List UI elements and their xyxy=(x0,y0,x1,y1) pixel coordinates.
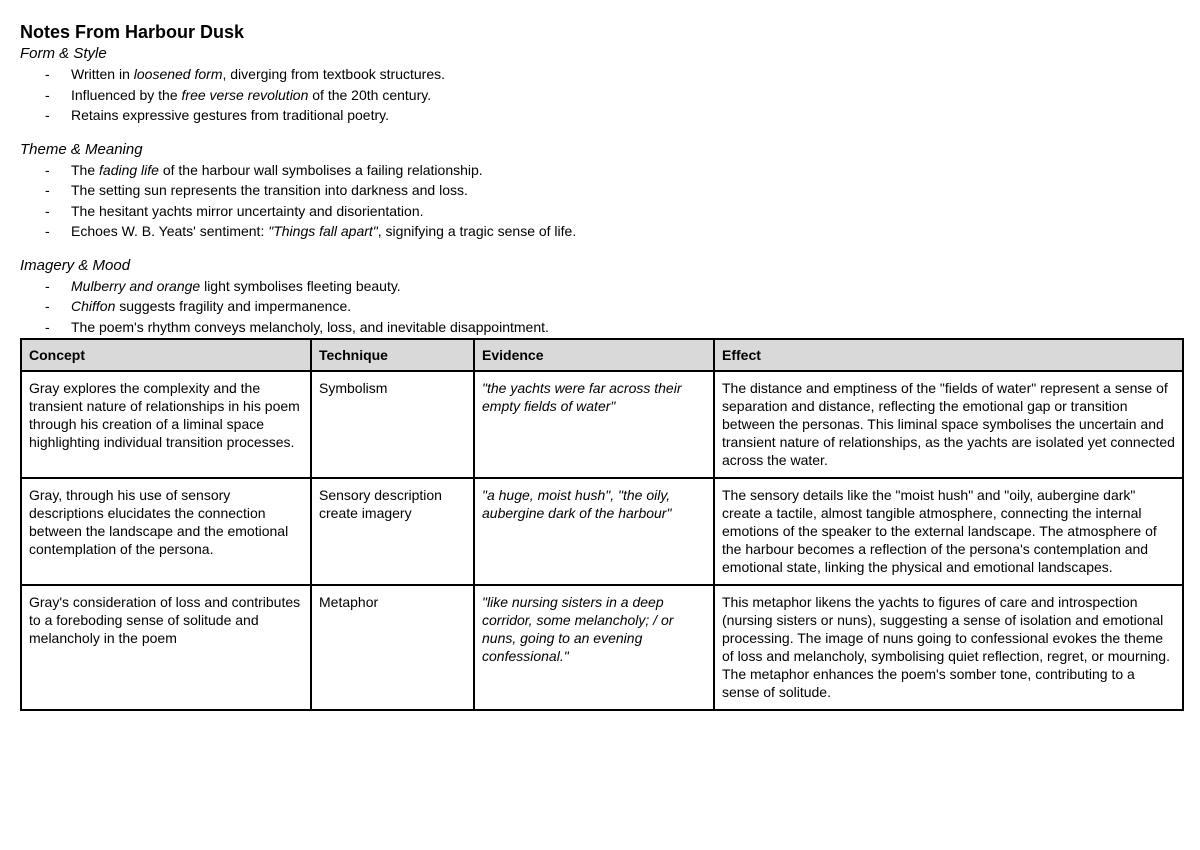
document-title: Notes From Harbour Dusk xyxy=(20,22,245,42)
table-header-row xyxy=(21,339,1183,371)
item-text: light symbolises fleeting beauty. xyxy=(200,277,401,294)
list-item xyxy=(20,317,1182,338)
table-row xyxy=(21,585,1183,710)
section-imagery-mood xyxy=(20,256,1182,338)
item-text: of the 20th century. xyxy=(308,86,432,103)
cell-evidence: "a huge, moist hush", "the oily, aubergine dark of the harbour" xyxy=(474,478,714,585)
section-form-style xyxy=(20,44,1182,126)
list-item xyxy=(20,276,1182,297)
analysis-table xyxy=(20,338,1184,711)
item-text: of the harbour wall symbolises a failing relationship. xyxy=(158,161,483,178)
item-text: The xyxy=(71,161,100,178)
bullet-list xyxy=(20,64,1182,126)
dash-bullet: - xyxy=(45,223,50,239)
cell-concept: Gray explores the complexity and the transient nature of relationships in his poem through his creation of a liminal space highlighting individual transition processes. xyxy=(21,371,311,478)
dash-bullet: - xyxy=(45,182,50,198)
cell-effect: The sensory details like the "moist hush" and "oily, aubergine dark" create a tactile, almost tangible atmosphere, connecting the internal emotions of the speaker to the external landscape. The atmosphere of the harbour becomes a reflection of the persona's contemplation and emotional state, linking the physical and emotional landscapes. xyxy=(714,478,1183,585)
cell-technique: Symbolism xyxy=(311,371,474,478)
list-item xyxy=(20,221,1182,242)
dash-bullet: - xyxy=(45,202,50,219)
section-heading: Theme & Meaning xyxy=(20,140,143,158)
dash-bullet: - xyxy=(45,161,50,178)
item-text: The poem's rhythm conveys melancholy, loss, and inevitable disappointment. xyxy=(71,318,549,335)
item-emphasis: fading life xyxy=(99,161,159,178)
item-text: suggests fragility and impermanence. xyxy=(115,298,352,314)
section-heading: Imagery & Mood xyxy=(20,256,131,274)
cell-effect: This metaphor likens the yachts to figures of care and introspection (nursing sisters or nuns), suggesting a sense of isolation and emotional processing. The image of nuns going to confessional evokes the theme of loss and melancholy, symbolising quiet reflection, regret, or mourning. The metaphor enhances the poem's somber tone, contributing to a sense of solitude. xyxy=(714,585,1183,710)
item-text: Written in xyxy=(71,66,134,82)
document-page xyxy=(20,20,1182,711)
item-text: Retains expressive gestures from traditional poetry. xyxy=(71,107,389,123)
list-item xyxy=(20,105,1182,126)
item-text: , diverging from textbook structures. xyxy=(222,66,446,82)
cell-effect: The distance and emptiness of the "fields of water" represent a sense of separation and distance, reflecting the emotional gap or transition between the personas. This liminal space symbolises the uncertain and transient nature of relationships, as the yachts are isolated yet connected across the water. xyxy=(714,371,1183,478)
cell-evidence: "the yachts were far across their empty fields of water" xyxy=(474,371,714,478)
cell-technique: Metaphor xyxy=(311,585,474,710)
dash-bullet: - xyxy=(45,318,50,335)
section-theme-meaning xyxy=(20,140,1182,242)
item-text: Echoes W. B. Yeats' sentiment: xyxy=(71,223,269,239)
dash-bullet: - xyxy=(45,86,50,103)
header-concept: Concept xyxy=(21,339,311,371)
list-item xyxy=(20,85,1182,106)
bullet-list xyxy=(20,276,1182,338)
item-text: Influenced by the xyxy=(71,86,182,103)
header-effect: Effect xyxy=(714,339,1183,371)
item-emphasis: loosened form xyxy=(133,66,223,82)
list-item xyxy=(20,180,1182,201)
header-evidence: Evidence xyxy=(474,339,714,371)
list-item xyxy=(20,296,1182,317)
item-emphasis: "Things fall apart" xyxy=(268,223,378,239)
item-text: , signifying a tragic sense of life. xyxy=(377,223,577,239)
list-item xyxy=(20,201,1182,222)
cell-concept: Gray's consideration of loss and contributes to a foreboding sense of solitude and melancholy in the poem xyxy=(21,585,311,710)
dash-bullet: - xyxy=(45,66,50,82)
header-technique: Technique xyxy=(311,339,474,371)
cell-concept: Gray, through his use of sensory descriptions elucidates the connection between the landscape and the emotional contemplation of the persona. xyxy=(21,478,311,585)
cell-evidence: "like nursing sisters in a deep corridor, some melancholy; / or nuns, going to an evening confessional." xyxy=(474,585,714,710)
cell-technique: Sensory description create imagery xyxy=(311,478,474,585)
dash-bullet: - xyxy=(45,298,50,314)
section-heading: Form & Style xyxy=(20,45,107,62)
list-item xyxy=(20,64,1182,85)
item-emphasis: free verse revolution xyxy=(181,86,309,103)
item-text: The setting sun represents the transition into darkness and loss. xyxy=(71,182,468,198)
item-text: The hesitant yachts mirror uncertainty and disorientation. xyxy=(71,202,424,219)
dash-bullet: - xyxy=(45,277,50,294)
table-row xyxy=(21,371,1183,478)
item-emphasis: Mulberry and orange xyxy=(71,277,201,294)
list-item xyxy=(20,160,1182,181)
bullet-list xyxy=(20,160,1182,242)
dash-bullet: - xyxy=(45,107,50,123)
item-emphasis: Chiffon xyxy=(71,298,116,314)
table-row xyxy=(21,478,1183,585)
